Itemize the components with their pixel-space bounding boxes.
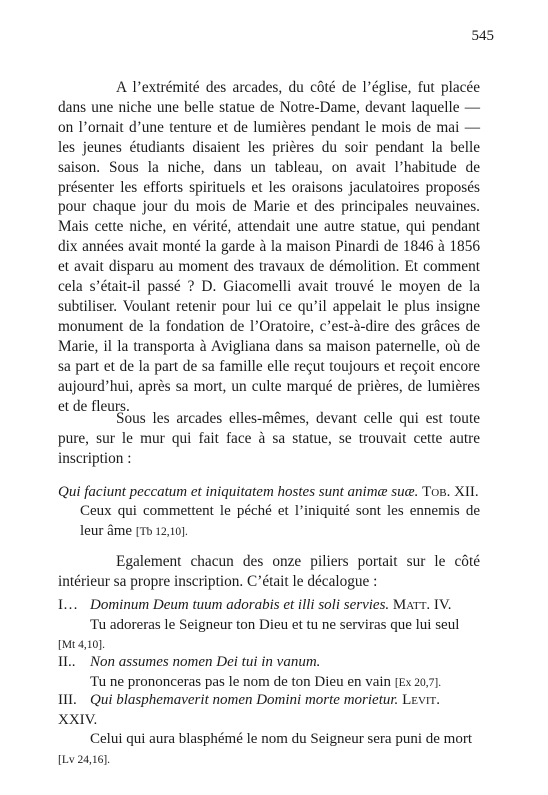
commandment-2 [58,653,480,693]
commandment-3-number: III. [58,692,77,708]
commandment-1-translation [58,616,480,636]
commandment-3-reference-line [58,750,480,771]
inscription-reference: [Tb 12,10]. [135,525,188,538]
commandment-2-translation [58,673,480,694]
inscription-translation-text: Ceux qui commettent le péché et l’iniquité sont les ennemis de leur âme [80,503,480,539]
inscription-translation [80,502,480,542]
commandment-2-latin [58,653,480,673]
commandment-3-latin [58,691,480,730]
paragraph-decalogue: Egalement chacun des onze piliers portait sur le côté intérieur sa propre inscription. C’était le décalogue : [58,553,480,590]
commandment-3 [58,691,480,770]
commandment-3-reference: [Lv 24,16]. [58,753,111,766]
latin-inscription-text: Qui faciunt peccatum et iniquitatem hostes sunt animæ suæ. [58,484,419,500]
commandment-1-latin [58,596,480,616]
commandment-1-translation-text: Tu adoreras le Seigneur ton Dieu et tu ne serviras que lui seul [90,616,460,633]
commandment-1-latin-text: Dominum Deum tuum adorabis et illi soli servies. [90,597,390,613]
latin-inscription [58,483,480,503]
commandment-2-number: II.. [58,654,76,670]
commandment-2-translation-text: Tu ne prononceras pas le nom de ton Dieu en vain [90,673,392,690]
commandment-3-latin-text: Qui blasphemaverit nomen Domini morte morietur. [90,692,399,708]
commandment-3-translation-text: Celui qui aura blasphémé le nom du Seigneur sera puni de mort [90,731,472,747]
latin-inscription-source: Tob. XII. [422,484,479,500]
commandment-2-latin-text: Non assumes nomen Dei tui in vanum. [90,654,321,670]
commandment-1-source: Matt. IV. [392,597,452,613]
commandment-1-reference: [Mt 4,10]. [58,639,105,651]
paragraph-statue: A l’extrémité des arcades, du côté de l’église, fut placée dans une niche une belle statue de Notre-Dame, devant laquelle — on l’ornait d’une tenture et de lumières pendant le mois de mai — les jeunes étudiants disaient les prières du soir pendant la belle saison. Sous la niche, dans un tableau, on avait l’habitude de présenter les efforts spirituels et les oraisons jaculatoires proposés pour chaque jour du mois de Marie et des principales neuvaines. Mais cette niche, en vérité, attendait une autre statue, qui pendant dix années avait monté la garde à la maison Pinardi de 1846 à 1856 et avait disparu au moment des travaux de démolition. Et comment cela s’était-il passé ? D. Giacomelli avait trouvé le moyen de la subtiliser. Voulant retenir pour lui ce qu’il appelait le plus insigne monument de la fondation de l’Oratoire, c’est-à-dire des grâces de Marie, il la transporta à Avigliana dans sa maison paternelle, où de sa part et de la part de sa famille elle reçut toujours et reçoit encore aujourd’hui, après sa mort, un culte marqué de prières, de lumières et de fleurs. [58,79,480,415]
commandment-2-reference: [Ex 20,7]. [394,676,442,689]
commandment-3-translation [58,730,480,750]
commandment-1 [58,596,480,656]
commandment-1-number: I… [58,597,78,613]
page-number: 545 [471,28,494,44]
paragraph-arcades: Sous les arcades elles-mêmes, devant celle qui est toute pure, sur le mur qui fait face à sa statue, se trouvait cette autre inscription : [58,410,480,467]
commandment-3-source: Levit. XXIV. [58,692,441,728]
